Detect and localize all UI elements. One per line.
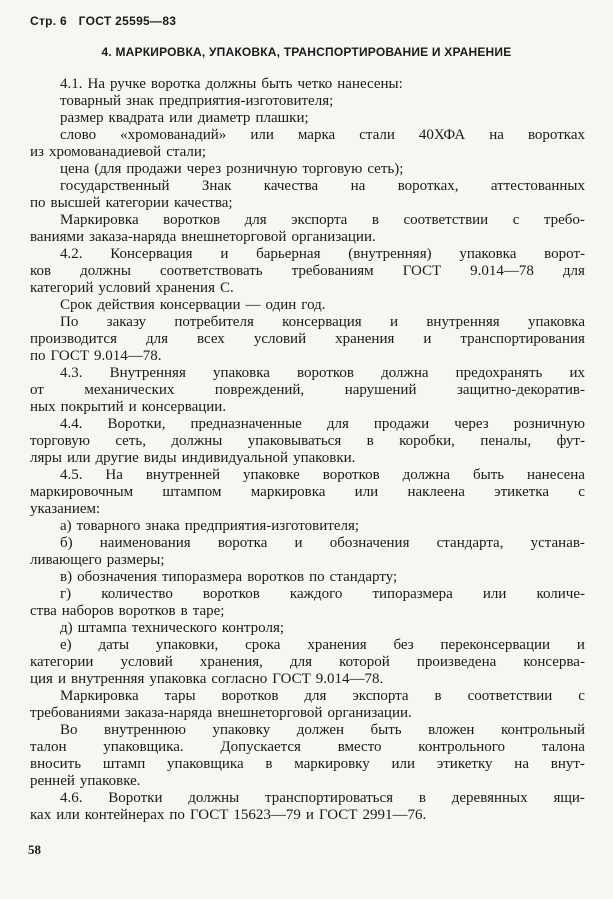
text-line: цена (для продажи через розничную торговую сеть); (60, 161, 404, 177)
text-line: ляры или другие виды индивидуальной упаковки. (30, 450, 356, 466)
text-line: государственный Знак качества на воротках, аттестованных (60, 178, 585, 194)
text-line: Срок действия консервации — один год. (60, 297, 326, 313)
text-line: а) товарного знака предприятия-изготовителя; (60, 518, 360, 534)
page-header (30, 14, 184, 28)
text-line: 4.4. Воротки, предназначенные для продажи через розничную (60, 416, 585, 432)
standard-code: ГОСТ 25595—83 (78, 14, 177, 28)
text-line: 4.3. Внутренняя упаковка воротков должна предохранять их (60, 365, 585, 381)
text-line: 4.1. На ручке воротка должны быть четко нанесены: (60, 76, 403, 92)
text-line: ренней упаковке. (30, 773, 141, 789)
text-line: 4.5. На внутренней упаковке воротков должна быть нанесена (60, 467, 585, 483)
text-line: ливающего размеры; (30, 552, 165, 568)
text-line: от механических повреждений, нарушений защитно-декоратив- (30, 382, 585, 398)
text-line: ства наборов воротков в таре; (30, 603, 225, 619)
text-line: 4.2. Консервация и барьерная (внутренняя) упаковка ворот- (60, 246, 585, 262)
section-title: 4. МАРКИРОВКА, УПАКОВКА, ТРАНСПОРТИРОВАНИЕ И ХРАНЕНИЕ (101, 45, 512, 59)
text-line: ных покрытий и консервации. (30, 399, 227, 415)
text-line: ках или контейнерах по ГОСТ 15623—79 и ГОСТ 2991—76. (30, 807, 427, 823)
text-line: Во внутреннюю упаковку должен быть вложен контрольный (60, 722, 585, 738)
text-line: талон упаковщика. Допускается вместо контрольного талона (30, 739, 585, 755)
text-line: вносить штамп упаковщика в маркировку или этикетку на внут- (30, 756, 585, 772)
text-line: маркировочным штампом маркировка или наклеена этикетка с (30, 484, 585, 500)
text-line: по высшей категории качества; (30, 195, 233, 211)
body-text (30, 76, 585, 824)
text-line: категорий условий хранения С. (30, 280, 234, 296)
text-line: По заказу потребителя консервация и внутренняя упаковка (60, 314, 585, 330)
text-line: д) штампа технического контроля; (60, 620, 285, 636)
page-label: Стр. 6 (30, 14, 68, 28)
text-line: категории условий хранения, для которой произведена консерва- (30, 654, 585, 670)
text-line: слово «хромованадий» или марка стали 40ХФА на воротках (60, 127, 585, 143)
text-line: е) даты упаковки, срока хранения без переконсервации и (60, 637, 585, 653)
text-line: требованиями заказа-наряда внешнеторговой организации. (30, 705, 412, 721)
page-number: 58 (28, 842, 41, 857)
text-line: указанием: (30, 501, 101, 517)
text-line: б) наименования воротка и обозначения стандарта, устанав- (60, 535, 585, 551)
text-line: г) количество воротков каждого типоразмера или количе- (60, 586, 585, 602)
text-line: ваниями заказа-наряда внешнеторговой организации. (30, 229, 376, 245)
text-line: в) обозначения типоразмера воротков по стандарту; (60, 569, 398, 585)
text-line: ков должны соответствовать требованиям ГОСТ 9.014—78 для (30, 263, 585, 279)
text-line: 4.6. Воротки должны транспортироваться в деревянных ящи- (60, 790, 585, 806)
text-line: из хромованадиевой стали; (30, 144, 207, 160)
text-line: торговую сеть, должны упаковываться в коробки, пеналы, фут- (30, 433, 585, 449)
text-line: товарный знак предприятия-изготовителя; (60, 93, 334, 109)
text-line: по ГОСТ 9.014—78. (30, 348, 162, 364)
text-line: ция и внутренняя упаковка согласно ГОСТ 9.014—78. (30, 671, 384, 687)
text-line: Маркировка тары воротков для экспорта в соответствии с (60, 688, 585, 704)
text-line: размер квадрата или диаметр плашки; (60, 110, 309, 126)
text-line: Маркировка воротков для экспорта в соответствии с требо- (60, 212, 585, 228)
text-line: производится для всех условий хранения и транспортирования (30, 331, 585, 347)
